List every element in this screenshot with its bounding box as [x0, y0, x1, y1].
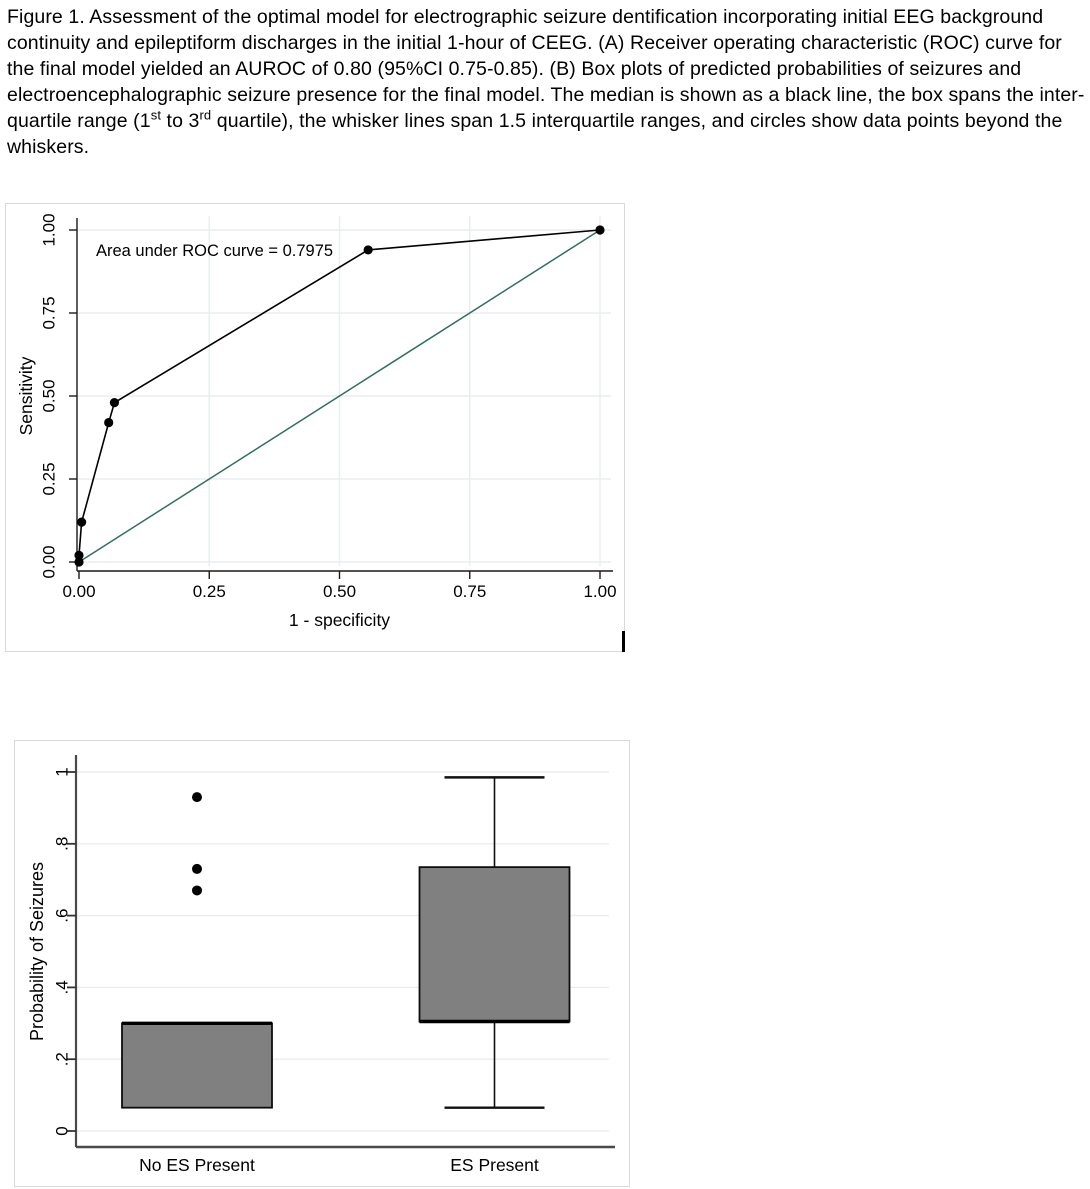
box-category-label: No ES Present	[139, 1155, 255, 1175]
outlier-point	[192, 792, 202, 802]
roc-y-tick-label: 0.50	[39, 379, 59, 413]
figure-caption	[7, 4, 1085, 160]
caption-text-1: Figure 1. Assessment of the optimal model for electrographic seizure dentification incorporating initial EEG background continuity and epileptiform discharges in the initial 1-hour of CEEG. (A) Receiver operating characteristic (ROC) curve for the final model yielded an AUROC of 0.80 (95%CI 0.75-0.85). (B) Box plots of predicted probabilities of seizures and electroencephalographic seizure presence for the final model. The median is shown as a black line, the box spans the inter-quartile range (1	[7, 6, 1085, 132]
roc-data-point	[364, 245, 373, 254]
box-y-axis-title: Probability of Seizures	[27, 861, 47, 1042]
roc-y-tick-label: 0.00	[39, 545, 59, 579]
box-y-tick-label: 1	[52, 767, 72, 777]
caption-superscript-3rd: rd	[199, 107, 212, 123]
caption-superscript-1st: st	[150, 107, 162, 123]
roc-x-tick-label: 0.00	[62, 582, 96, 601]
box-iqr	[420, 867, 570, 1021]
roc-y-tick-label: 1.00	[39, 213, 59, 247]
box-iqr	[122, 1023, 272, 1107]
roc-y-tick-label: 0.25	[39, 462, 59, 496]
roc-y-axis-title: Sensitivity	[16, 356, 36, 436]
box-y-tick-label: .2	[52, 1052, 72, 1067]
roc-chart	[6, 204, 622, 649]
box-y-tick-label: .8	[52, 836, 72, 851]
boxplot-panel	[14, 740, 630, 1187]
auc-annotation: Area under ROC curve = 0.7975	[96, 242, 334, 260]
box-y-tick-label: .4	[52, 980, 72, 995]
box-category-label: ES Present	[450, 1155, 539, 1175]
boxplot-chart	[15, 741, 627, 1184]
roc-x-tick-label: 0.50	[322, 582, 357, 601]
caption-text-3: quartile), the whisker lines span 1.5 interquartile ranges, and circles show data points beyond the whiskers.	[7, 110, 1063, 158]
roc-panel	[5, 203, 625, 652]
box-y-tick-label: .6	[52, 908, 72, 923]
roc-data-point	[104, 418, 113, 427]
roc-data-point	[74, 551, 83, 560]
outlier-point	[192, 885, 202, 895]
roc-data-point	[77, 518, 86, 527]
roc-y-tick-label: 0.75	[39, 296, 59, 330]
text-cursor	[622, 631, 625, 652]
roc-x-axis-title: 1 - specificity	[288, 610, 391, 630]
outlier-point	[192, 864, 202, 874]
box-y-tick-label: 0	[52, 1126, 72, 1136]
roc-data-point	[595, 225, 604, 234]
roc-x-tick-label: 0.25	[192, 582, 226, 601]
roc-x-tick-label: 0.75	[453, 582, 487, 601]
roc-x-tick-label: 1.00	[583, 582, 617, 601]
roc-data-point	[110, 398, 119, 407]
caption-text-2: to 3	[161, 110, 200, 132]
